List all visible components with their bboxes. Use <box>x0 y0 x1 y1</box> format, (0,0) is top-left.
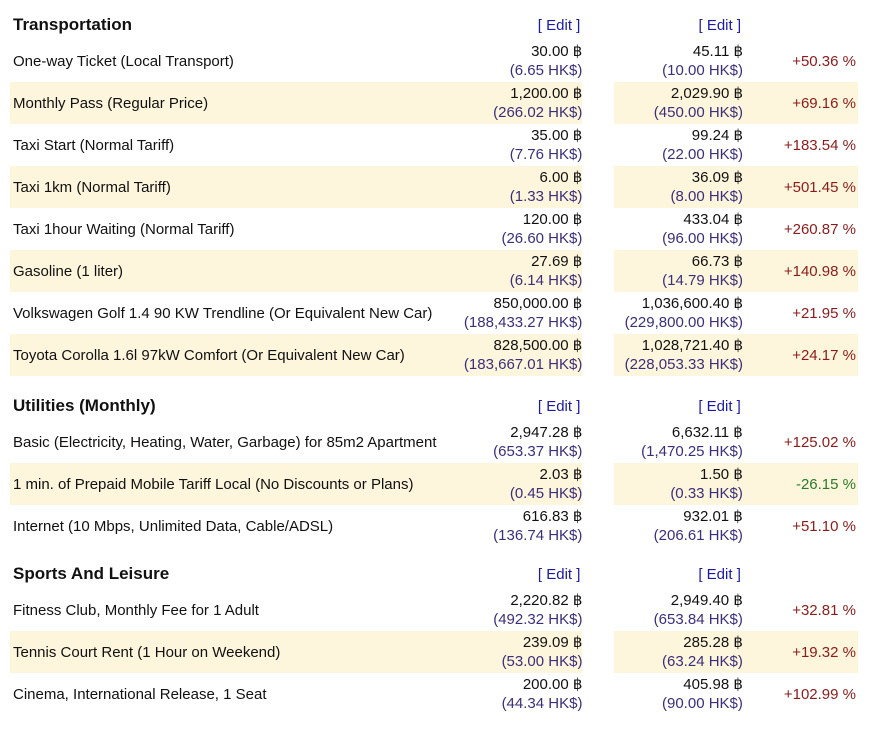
price-city-b <box>614 82 743 124</box>
percent-difference: +21.95 % <box>792 304 856 322</box>
section-header: Sports And Leisure [ Edit ] [ Edit ] <box>10 559 858 589</box>
price-city-a <box>454 673 583 715</box>
price-city-a <box>453 292 582 334</box>
price-city-a-thb: 2,220.82 ฿ <box>510 592 583 609</box>
edit-link-city-b[interactable]: Edit <box>706 397 733 415</box>
price-city-b-thb: 36.09 ฿ <box>691 169 744 186</box>
section-header: Utilities (Monthly) [ Edit ] [ Edit ] <box>10 391 858 421</box>
price-city-b-hkd: (450.00 HK$) <box>653 104 744 121</box>
percent-difference: +32.81 % <box>792 601 856 619</box>
price-city-a <box>453 166 582 208</box>
price-city-a <box>454 631 583 673</box>
price-city-a-hkd: (26.60 HK$) <box>501 230 583 247</box>
price-city-a-hkd: (492.32 HK$) <box>493 611 583 628</box>
price-city-b-thb: 45.11 ฿ <box>692 43 744 60</box>
item-name: 1 min. of Prepaid Mobile Tariff Local (No Discounts or Plans) <box>10 463 454 505</box>
price-city-a-thb: 2,947.28 ฿ <box>510 424 583 441</box>
price-city-a-hkd: (6.14 HK$) <box>509 272 583 289</box>
price-city-b <box>614 40 743 82</box>
price-city-b <box>614 292 743 334</box>
price-city-b-thb: 99.24 ฿ <box>691 127 744 144</box>
price-city-a <box>453 334 582 376</box>
price-city-b-hkd: (63.24 HK$) <box>662 653 743 670</box>
price-city-b <box>614 124 743 166</box>
table-row <box>10 82 858 124</box>
price-city-b-hkd: (653.84 HK$) <box>653 611 743 628</box>
price-city-b <box>614 505 743 547</box>
item-name: Tennis Court Rent (1 Hour on Weekend) <box>10 631 454 673</box>
price-city-b <box>614 463 743 505</box>
section-title: Utilities (Monthly) <box>13 396 156 415</box>
item-name: One-way Ticket (Local Transport) <box>13 52 234 70</box>
price-city-a-thb: 120.00 ฿ <box>522 211 583 228</box>
price-city-b-thb: 2,029.90 ฿ <box>670 85 744 102</box>
price-city-b-thb: 433.04 ฿ <box>683 211 744 228</box>
price-city-a-hkd: (0.45 HK$) <box>509 485 583 502</box>
table-row <box>10 208 858 250</box>
price-city-a-thb: 850,000.00 ฿ <box>493 295 583 312</box>
price-city-b-hkd: (14.79 HK$) <box>662 272 744 289</box>
price-city-a-hkd: (7.76 HK$) <box>509 146 583 163</box>
table-row <box>10 673 858 715</box>
percent-difference: +24.17 % <box>743 334 858 376</box>
price-city-b <box>614 166 743 208</box>
price-city-a-hkd: (188,433.27 HK$) <box>463 314 583 331</box>
price-city-b <box>614 250 743 292</box>
table-row <box>10 124 858 166</box>
edit-link-city-b[interactable]: Edit <box>706 565 733 583</box>
table-row <box>10 292 858 334</box>
price-city-a-hkd: (53.00 HK$) <box>501 653 583 670</box>
price-city-a-hkd: (266.02 HK$) <box>493 104 583 121</box>
edit-link-city-a[interactable]: Edit <box>546 397 573 415</box>
section-title: Sports And Leisure <box>13 564 170 583</box>
percent-difference: +501.45 % <box>743 166 858 208</box>
percent-difference: +183.54 % <box>783 136 856 154</box>
section-title: Transportation <box>13 15 133 34</box>
table-row <box>10 505 858 547</box>
price-city-a <box>453 124 582 166</box>
table-row <box>10 421 858 463</box>
price-city-b-hkd: (1,470.25 HK$) <box>641 443 743 460</box>
percent-difference: +102.99 % <box>783 685 856 703</box>
table-row <box>10 166 858 208</box>
table-row <box>10 631 858 673</box>
price-city-a-hkd: (6.65 HK$) <box>509 62 583 79</box>
item-name: Monthly Pass (Regular Price) <box>10 82 453 124</box>
price-city-a-hkd: (183,667.01 HK$) <box>463 356 583 373</box>
percent-difference: +69.16 % <box>743 82 858 124</box>
price-city-a <box>454 505 583 547</box>
edit-link-city-a[interactable]: Edit <box>546 16 572 34</box>
price-city-a <box>454 589 583 631</box>
price-city-b-hkd: (96.00 HK$) <box>662 230 744 247</box>
price-city-a-hkd: (1.33 HK$) <box>509 188 583 205</box>
price-city-b <box>614 421 743 463</box>
percent-difference: +140.98 % <box>743 250 858 292</box>
price-city-b-hkd: (206.61 HK$) <box>653 527 743 544</box>
price-city-b-thb: 1.50 ฿ <box>699 466 743 483</box>
table-row <box>10 589 858 631</box>
percent-difference: -26.15 % <box>743 463 858 505</box>
price-city-b-hkd: (228,053.33 HK$) <box>624 356 744 373</box>
edit-link-city-b[interactable]: Edit <box>706 16 733 34</box>
item-name: Gasoline (1 liter) <box>10 250 453 292</box>
item-name: Internet (10 Mbps, Unlimited Data, Cable/ADSL) <box>13 517 334 535</box>
price-city-a-thb: 200.00 ฿ <box>522 676 583 693</box>
table-row <box>10 334 858 376</box>
price-city-b-hkd: (90.00 HK$) <box>662 695 743 712</box>
price-city-a-thb: 27.69 ฿ <box>531 253 583 270</box>
section-header: Transportation [ Edit ] [ Edit ] <box>10 10 858 40</box>
price-city-a <box>454 463 583 505</box>
percent-difference: +51.10 % <box>792 517 856 535</box>
price-city-b-hkd: (22.00 HK$) <box>662 146 744 163</box>
section-sports-leisure <box>10 559 858 715</box>
item-name: Fitness Club, Monthly Fee for 1 Adult <box>13 601 259 619</box>
percent-difference: +125.02 % <box>783 433 856 451</box>
table-row <box>10 463 858 505</box>
table-row <box>10 40 858 82</box>
item-name: Volkswagen Golf 1.4 90 KW Trendline (Or Equivalent New Car) <box>13 304 433 322</box>
percent-difference: +50.36 % <box>792 52 856 70</box>
section-transportation <box>10 10 858 376</box>
price-city-a-hkd: (136.74 HK$) <box>493 527 583 544</box>
price-city-b <box>614 589 743 631</box>
price-city-b <box>614 334 743 376</box>
percent-difference: +260.87 % <box>783 220 856 238</box>
price-city-a-thb: 6.00 ฿ <box>539 169 583 186</box>
item-name: Toyota Corolla 1.6l 97kW Comfort (Or Equivalent New Car) <box>10 334 453 376</box>
price-city-b <box>614 208 743 250</box>
price-city-a-thb: 1,200.00 ฿ <box>510 85 583 102</box>
price-city-a <box>453 208 582 250</box>
price-city-b-hkd: (229,800.00 HK$) <box>624 314 744 331</box>
price-city-b-thb: 932.01 ฿ <box>683 508 743 525</box>
price-city-b-thb: 285.28 ฿ <box>683 634 743 651</box>
item-name: Taxi 1hour Waiting (Normal Tariff) <box>13 220 235 238</box>
price-city-a <box>454 421 583 463</box>
price-city-b-thb: 1,036,600.40 ฿ <box>641 295 744 312</box>
price-city-a <box>453 250 582 292</box>
percent-difference: +19.32 % <box>743 631 858 673</box>
item-name: Taxi 1km (Normal Tariff) <box>10 166 453 208</box>
price-city-b-thb: 6,632.11 ฿ <box>671 424 743 441</box>
price-city-b-thb: 2,949.40 ฿ <box>670 592 743 609</box>
price-city-b-hkd: (8.00 HK$) <box>670 188 744 205</box>
price-city-a-thb: 2.03 ฿ <box>539 466 583 483</box>
item-name: Basic (Electricity, Heating, Water, Garbage) for 85m2 Apartment <box>13 433 437 451</box>
price-city-b-thb: 66.73 ฿ <box>691 253 744 270</box>
price-city-a-hkd: (44.34 HK$) <box>501 695 583 712</box>
price-city-a-hkd: (653.37 HK$) <box>493 443 583 460</box>
price-city-a-thb: 239.09 ฿ <box>522 634 583 651</box>
price-city-b <box>614 673 743 715</box>
item-name: Cinema, International Release, 1 Seat <box>13 685 267 703</box>
price-city-a-thb: 30.00 ฿ <box>531 43 583 60</box>
price-city-a <box>453 82 582 124</box>
section-utilities <box>10 391 858 547</box>
item-name: Taxi Start (Normal Tariff) <box>13 136 175 154</box>
edit-link-city-a[interactable]: Edit <box>546 565 573 583</box>
table-row <box>10 250 858 292</box>
price-city-a-thb: 35.00 ฿ <box>531 127 583 144</box>
price-city-a-thb: 616.83 ฿ <box>522 508 583 525</box>
price-city-b-hkd: (10.00 HK$) <box>662 62 744 79</box>
price-city-b-thb: 405.98 ฿ <box>683 676 743 693</box>
price-city-a <box>453 40 582 82</box>
price-city-b-hkd: (0.33 HK$) <box>670 485 743 502</box>
price-city-b <box>614 631 743 673</box>
price-city-a-thb: 828,500.00 ฿ <box>493 337 583 354</box>
price-city-b-thb: 1,028,721.40 ฿ <box>641 337 744 354</box>
